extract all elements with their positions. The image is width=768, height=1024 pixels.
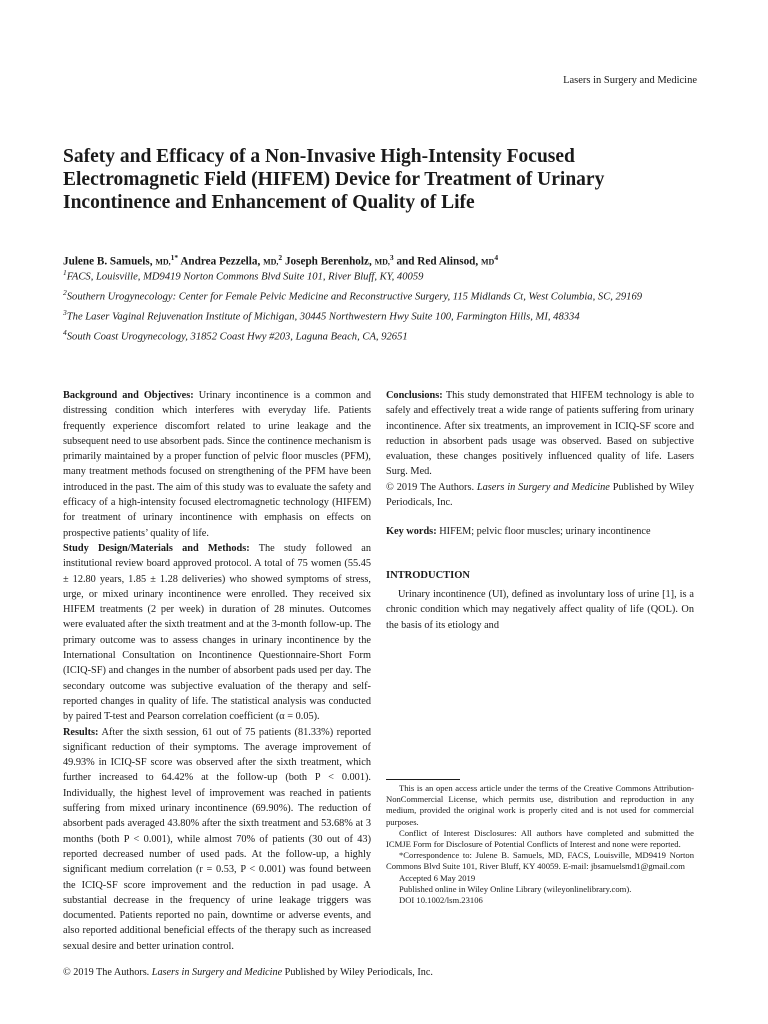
keywords-label: Key words: [386,526,437,538]
section-text: After the sixth session, 61 out of 75 patients (81.33%) reported significant reduction of their symptoms. The average improvement of 49.93% in ICIQ-SF score was observed after the sixth treatment, which further increased to 64.42% at the follow-up (both P < 0.001). Individually, the highest level of improvement was reached in patients suffering from mixed urinary incontinence (69.90%). The reduction of absorbent pads averaged 43.80% after the sixth treatment and 53.68% at 3 months (both P < 0.001), while almost 70% of patients (30 out of 43) reported decreased number of used pads. At the follow-up, a highly significant medium correlation (r = 0.53, P < 0.001) was found between the ICIQ-SF score improvement and the reduction in pad usage. A substantial decrease in the frequency of urine leakage triggers was documented. Patients reported no pain, downtime or adverse events, and also reported additional beneficial effects of the therapy such as increased sexual desire and better urination control. [63,726,371,952]
author-degree: MD, [374,257,390,267]
affiliation-text: Southern Urogynecology: Center for Female Pelvic Medicine and Reconstructive Surgery, 115 Midlands Ct, West Columbia, SC, 29169 [66,291,643,303]
abstract-conclusions [386,388,694,480]
author-degree: MD, [263,257,279,267]
intro-heading: INTRODUCTION [386,569,471,581]
section-text: The study followed an institutional review board approved protocol. A total of 75 women (55.45 ± 12.80 years, 1.85 ± 1.28 deliveries) who showed symptoms of stress, urge, or mixed urinary incontinence were enrolled. They received six HIFEM treatments (2 per week) in duration of 28 minutes. Outcomes were evaluated after the sixth treatment and at the 3-month follow-up. The primary outcome was to assess changes in urinary incontinence by the International Consultation on Incontinence Questionnaire-Short Form (ICIQ-SF) and changes in the number of absorbent pads used per day. The secondary outcome was subjective evaluation of the therapy and self-reported changes in quality of life. The statistical analysis was conducted by paired T-test and Pearson correlation coefficient (α = 0.05). [63,542,371,723]
author-name: and Red Alinsod, [396,255,479,268]
author-affil-mark: 3 [389,253,394,262]
section-text: Urinary incontinence is a common and distressing condition which interferes with everyday life. Patients frequently experience discomfort related to urine leakage and the subsequent need to use absorbent pads. Since the continence mechanism is primarily maintained by a proper function of pelvic floor muscles (PFM), many treatment methods focused on strengthening of the PFM have been introduced in the past. The aim of this study was to evaluate the safety and efficacy of a high-intensity focused electromagnetic technology (HIFEM) for treatment of urinary incontinence with emphasis on effects on prospective patients’ quality of life. [63,390,371,539]
author-affil-mark: 4 [494,253,499,262]
section-text: This study demonstrated that HIFEM technology is able to safely and effectively treat a wide range of patients suffering from urinary incontinence. After six treatments, an improvement in ICIQ-SF score and reduction in absorbent pads usage was observed. Based on subjective evaluation, these changes positively influenced quality of life. Lasers Surg. Med. [386,390,694,478]
affiliation-item [63,325,683,345]
affiliation-text: FACS, Louisville, MD9419 Norton Commons Blvd Suite 101, River Bluff, KY, 40059 [66,271,424,283]
intro-paragraph: Urinary incontinence (UI), defined as involuntary loss of urine [1], is a chronic condition which may negatively affect quality of life (QOL). On the basis of its etiology and [386,588,694,631]
footer-suffix: Published by Wiley Periodicals, Inc. [284,967,433,978]
author-name: Joseph Berenholz, [284,255,372,268]
footer-journal: Lasers in Surgery and Medicine [151,967,283,978]
abstract-results [63,725,371,954]
affiliation-text: The Laser Vaginal Rejuvenation Institute of Michigan, 30445 Northwestern Hwy Suite 100, Farmington Hills, MI, 48334 [66,311,580,323]
section-label: Study Design/Materials and Methods: [63,542,250,554]
keywords [386,524,694,539]
affiliation-mark: 2 [63,288,67,298]
footnote-license: This is an open access article under the terms of the Creative Commons Attribution-NonCommercial License, which permits use, distribution and reproduction in any medium, provided the original work is properly cited and is not used for commercial purposes. [386,783,694,827]
section-label: Background and Objectives: [63,390,194,401]
page-footer [63,966,703,980]
affiliation-item [63,305,683,325]
author-degree: MD [481,257,495,267]
affiliation-text: South Coast Urogynecology, 31852 Coast Hwy #203, Laguna Beach, CA, 92651 [66,331,408,343]
copyright-prefix: © 2019 The Authors. [386,481,475,493]
abstract-copyright [386,480,694,511]
article-title: Safety and Efficacy of a Non-Invasive High-Intensity Focused Electromagnetic Field (HIFEM) Device for Treatment of Urinary Incontinence and Enhancement of Quality of Life [63,146,605,213]
abstract-column-right [386,388,694,633]
footnote-published: Published online in Wiley Online Library (wileyonlinelibrary.com). [399,883,632,894]
abstract-background [63,388,371,541]
section-label: Results: [63,726,99,738]
author-affil-mark: 2 [278,253,283,262]
footnote-accepted: Accepted 6 May 2019 [399,872,476,883]
section-label: Conclusions: [386,390,443,401]
footnote-conflict: Conflict of Interest Disclosures: All authors have completed and submitted the ICMJE Form for Disclosure of Potential Conflicts of Interest and none were reported. [386,827,694,850]
author-degree: MD, [155,257,171,267]
affiliation-mark: 4 [63,328,67,338]
affiliation-mark: 1 [63,268,67,277]
footnotes [386,783,694,906]
keywords-text: HIFEM; pelvic floor muscles; urinary incontinence [439,526,651,538]
journal-running-head: Lasers in Surgery and Medicine [563,75,697,86]
affiliation-item [63,285,683,305]
abstract-design [63,541,371,725]
footer-prefix: © 2019 The Authors. [63,967,150,978]
affiliation-item [63,265,683,285]
abstract-column-left [63,388,371,954]
copyright-journal: Lasers in Surgery and Medicine [476,481,610,493]
affiliation-mark: 3 [63,308,67,318]
footnote-correspondence: *Correspondence to: Julene B. Samuels, MD, FACS, Louisville, MD9419 Norton Commons Blvd Suite 101, River Bluff, KY 40059. E-mail: jbsamuelsmd1@gmail.com [386,850,694,872]
footnote-doi: DOI 10.1002/lsm.23106 [399,895,483,906]
copyright-suffix: Published by Wiley Periodicals, Inc. [386,481,694,509]
author-name: Andrea Pezzella, [180,255,261,268]
affiliation-list [63,265,683,345]
author-affil-mark: 1* [170,253,179,262]
footnote-rule [386,779,460,780]
author-name: Julene B. Samuels, [63,255,153,268]
